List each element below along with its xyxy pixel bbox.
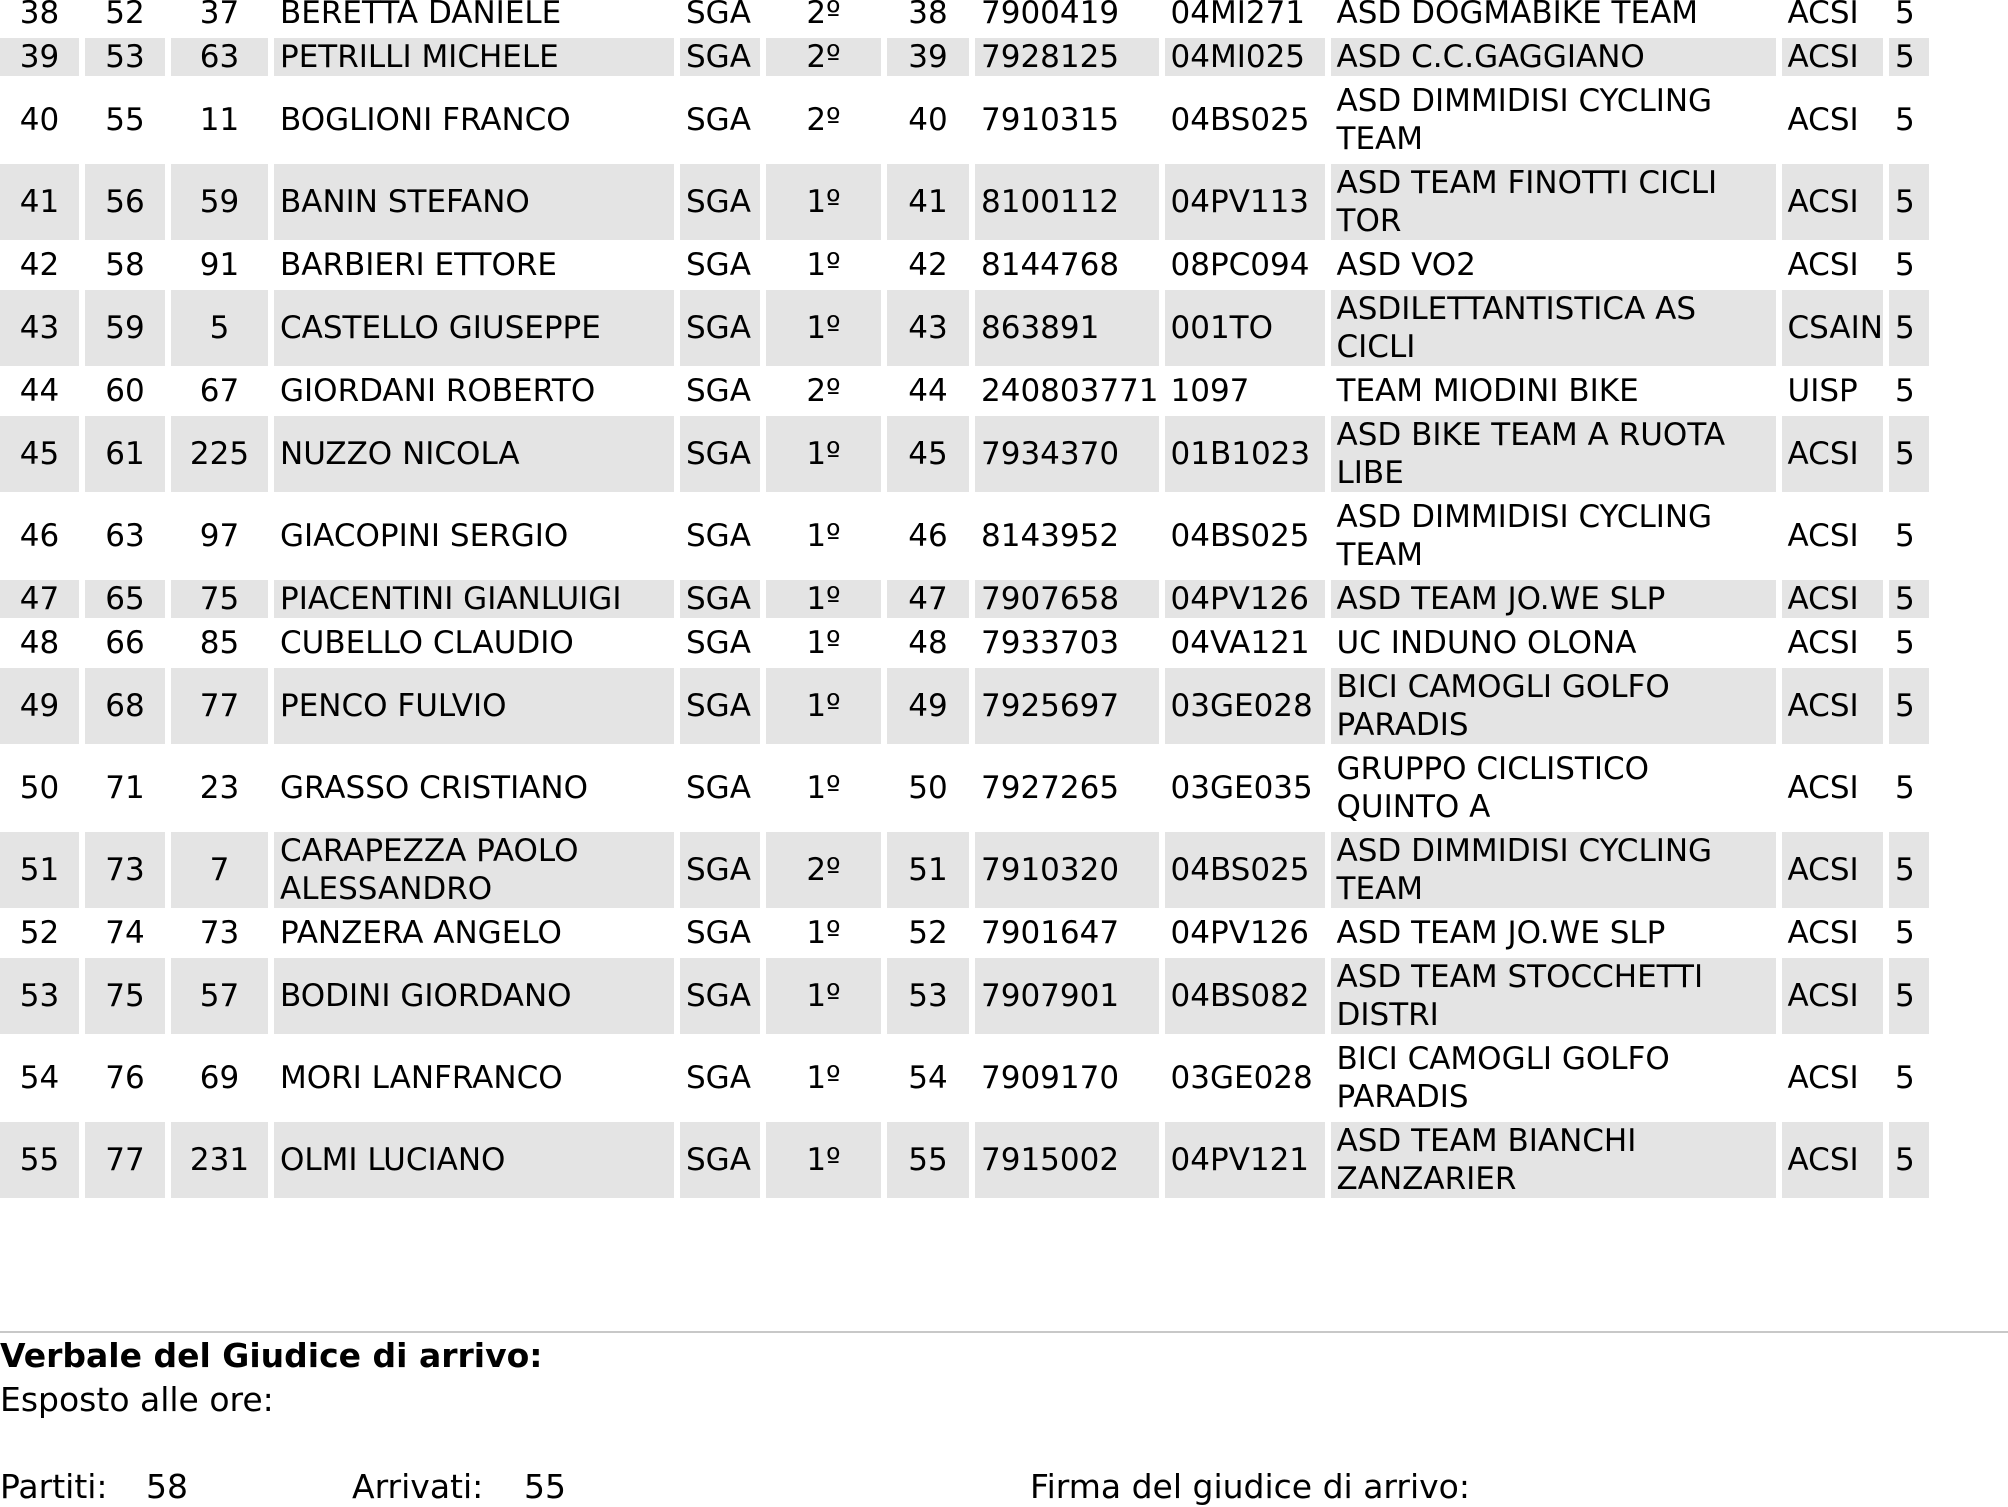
cell-card-number: 7928125: [975, 38, 1159, 76]
exposed-time-label: Esposto alle ore:: [0, 1380, 274, 1419]
cell-rider-name: PENCO FULVIO: [274, 668, 674, 744]
cell-number: 53: [85, 38, 165, 76]
cell-order: 2º: [806, 102, 841, 138]
cell-points: 5: [1889, 164, 1929, 240]
cell-order: 2º: [766, 832, 881, 908]
cell-society-code: 04BS025: [1170, 102, 1310, 138]
cell-category: SGA: [686, 625, 751, 661]
cell-bib: 63: [171, 38, 268, 76]
cell-society-code: 01B1023: [1165, 416, 1325, 492]
cell-points: 5: [1889, 580, 1929, 618]
cell-rider-name: MORI LANFRANCO: [280, 1060, 563, 1096]
cell-card-number: 7925697: [975, 668, 1159, 744]
cell-order: 2º: [806, 373, 841, 409]
cell-order: 2º: [766, 38, 881, 76]
cell-organization: ACSI: [1782, 1122, 1883, 1198]
cell-organization: ACSI: [1782, 38, 1883, 76]
table-row: [0, 958, 1929, 1034]
cell-category: SGA: [680, 1122, 760, 1198]
cell-rider-name: NUZZO NICOLA: [274, 416, 674, 492]
cell-organization: ACSI: [1787, 518, 1859, 554]
cell-team: GRUPPO CICLISTICO QUINTO A: [1336, 751, 1650, 825]
cell-rider-name: BERETTA DANIELE: [280, 0, 562, 31]
cell-position: 38: [19, 0, 60, 31]
table-row: [0, 914, 1929, 952]
cell-organization: ACSI: [1782, 580, 1883, 618]
cell-category-position: 49: [887, 668, 969, 744]
cell-points: 5: [1894, 247, 1915, 283]
cell-category-position: 50: [908, 770, 948, 806]
footer-divider: [0, 1331, 2008, 1333]
cell-points: 5: [1889, 1122, 1929, 1198]
cell-category: SGA: [686, 247, 751, 283]
cell-card-number: 8144768: [981, 247, 1120, 283]
cell-organization: ACSI: [1787, 247, 1859, 283]
cell-rider-name: BODINI GIORDANO: [274, 958, 674, 1034]
cell-number: 66: [105, 625, 145, 661]
cell-organization: UISP: [1787, 373, 1858, 409]
cell-rider-name: CUBELLO CLAUDIO: [280, 625, 574, 661]
cell-category: SGA: [680, 164, 760, 240]
table-row: [0, 290, 1929, 366]
cell-rider-name: BOGLIONI FRANCO: [280, 102, 571, 138]
cell-category: SGA: [686, 770, 751, 806]
cell-points: 5: [1894, 373, 1915, 409]
cell-team: ASD DIMMIDISI CYCLING TEAM: [1331, 832, 1776, 908]
cell-team: ASD TEAM STOCCHETTI DISTRI: [1331, 958, 1776, 1034]
cell-number: 76: [105, 1060, 145, 1096]
cell-points: 5: [1894, 625, 1915, 661]
cell-position: 44: [19, 373, 60, 409]
cell-society-code: 08PC094: [1170, 247, 1310, 283]
cell-society-code: 03GE028: [1165, 668, 1325, 744]
cell-rider-name: PIACENTINI GIANLUIGI: [274, 580, 674, 618]
cell-category-position: 41: [887, 164, 969, 240]
cell-points: 5: [1889, 416, 1929, 492]
cell-category-position: 43: [887, 290, 969, 366]
cell-number: 77: [85, 1122, 165, 1198]
cell-category: SGA: [686, 518, 751, 554]
cell-number: 56: [85, 164, 165, 240]
cell-organization: ACSI: [1782, 416, 1883, 492]
cell-category-position: 40: [908, 102, 948, 138]
cell-organization: ACSI: [1787, 1060, 1859, 1096]
cell-bib: 5: [171, 290, 268, 366]
cell-society-code: 03GE035: [1170, 770, 1313, 806]
started-value: 58: [146, 1467, 188, 1506]
cell-card-number: 7927265: [981, 770, 1120, 806]
cell-category-position: 52: [908, 915, 948, 951]
judge-signature-label: Firma del giudice di arrivo:: [1030, 1467, 1470, 1506]
cell-position: 50: [19, 770, 60, 806]
cell-organization: ACSI: [1787, 0, 1859, 31]
cell-number: 60: [105, 373, 145, 409]
cell-rider-name: CASTELLO GIUSEPPE: [274, 290, 674, 366]
cell-position: 54: [19, 1060, 60, 1096]
table-row: [0, 1040, 1929, 1116]
cell-bib: 59: [171, 164, 268, 240]
cell-points: 5: [1894, 1060, 1915, 1096]
cell-bib: 7: [171, 832, 268, 908]
cell-card-number: 7900419: [981, 0, 1120, 31]
cell-organization: ACSI: [1787, 915, 1859, 951]
cell-number: 73: [85, 832, 165, 908]
cell-number: 52: [105, 0, 145, 31]
cell-bib: 69: [199, 1060, 240, 1096]
cell-category: SGA: [686, 373, 751, 409]
cell-points: 5: [1894, 0, 1915, 31]
cell-category: SGA: [686, 1060, 751, 1096]
cell-position: 52: [19, 915, 60, 951]
cell-position: 53: [0, 958, 79, 1034]
cell-organization: ACSI: [1787, 102, 1859, 138]
cell-category-position: 51: [887, 832, 969, 908]
cell-order: 1º: [766, 416, 881, 492]
cell-society-code: 1097: [1170, 373, 1250, 409]
cell-team: ASD TEAM JO.WE SLP: [1331, 580, 1776, 618]
cell-bib: 11: [199, 102, 240, 138]
cell-number: 65: [85, 580, 165, 618]
cell-position: 40: [19, 102, 60, 138]
cell-card-number: 7901647: [981, 915, 1120, 951]
cell-category-position: 38: [908, 0, 948, 31]
cell-category-position: 44: [908, 373, 948, 409]
cell-category: SGA: [680, 38, 760, 76]
cell-card-number: 7915002: [975, 1122, 1159, 1198]
table-row: [0, 372, 1929, 410]
cell-organization: ACSI: [1787, 625, 1859, 661]
cell-society-code: 04PV126: [1170, 915, 1310, 951]
cell-points: 5: [1894, 915, 1915, 951]
cell-order: 1º: [766, 164, 881, 240]
cell-order: 1º: [766, 580, 881, 618]
cell-bib: 67: [199, 373, 240, 409]
cell-society-code: 04PV121: [1165, 1122, 1325, 1198]
footer-title: Verbale del Giudice di arrivo:: [0, 1336, 543, 1375]
cell-society-code: 04BS025: [1165, 832, 1325, 908]
cell-team: BICI CAMOGLI GOLFO PARADIS: [1331, 668, 1776, 744]
cell-points: 5: [1894, 518, 1915, 554]
cell-bib: 91: [199, 247, 240, 283]
cell-team: ASD DOGMABIKE TEAM: [1336, 0, 1699, 31]
cell-rider-name: GRASSO CRISTIANO: [280, 770, 589, 806]
cell-category-position: 45: [887, 416, 969, 492]
cell-card-number: 7933703: [981, 625, 1120, 661]
table-row: [0, 580, 1929, 618]
cell-points: 5: [1889, 958, 1929, 1034]
cell-number: 63: [105, 518, 145, 554]
cell-points: 5: [1889, 38, 1929, 76]
cell-organization: ACSI: [1782, 668, 1883, 744]
cell-card-number: 7909170: [981, 1060, 1120, 1096]
table-row: [0, 1122, 1929, 1198]
cell-points: 5: [1889, 668, 1929, 744]
cell-category-position: 48: [908, 625, 948, 661]
table-row: [0, 498, 1929, 574]
cell-position: 55: [0, 1122, 79, 1198]
cell-position: 51: [0, 832, 79, 908]
cell-order: 1º: [766, 290, 881, 366]
cell-order: 1º: [806, 518, 841, 554]
cell-order: 1º: [806, 625, 841, 661]
table-row: [0, 416, 1929, 492]
cell-card-number: 8100112: [975, 164, 1159, 240]
cell-organization: ACSI: [1782, 958, 1883, 1034]
cell-rider-name: CARAPEZZA PAOLO ALESSANDRO: [274, 832, 674, 908]
cell-number: 68: [85, 668, 165, 744]
cell-rider-name: PANZERA ANGELO: [280, 915, 562, 951]
cell-society-code: 04BS082: [1165, 958, 1325, 1034]
cell-order: 1º: [806, 1060, 841, 1096]
cell-bib: 225: [171, 416, 268, 492]
cell-bib: 57: [171, 958, 268, 1034]
cell-points: 5: [1894, 770, 1915, 806]
cell-position: 41: [0, 164, 79, 240]
cell-position: 42: [19, 247, 60, 283]
cell-number: 59: [85, 290, 165, 366]
cell-team: ASD DIMMIDISI CYCLING TEAM: [1336, 499, 1713, 573]
cell-organization: ACSI: [1787, 770, 1859, 806]
cell-team: ASD BIKE TEAM A RUOTA LIBE: [1331, 416, 1776, 492]
cell-position: 47: [0, 580, 79, 618]
cell-rider-name: GIORDANI ROBERTO: [280, 373, 596, 409]
cell-team: BICI CAMOGLI GOLFO PARADIS: [1336, 1041, 1670, 1115]
cell-rider-name: PETRILLI MICHELE: [274, 38, 674, 76]
cell-team: ASDILETTANTISTICA AS CICLI: [1331, 290, 1776, 366]
cell-bib: 77: [171, 668, 268, 744]
cell-society-code: 001TO: [1165, 290, 1325, 366]
cell-society-code: 03GE028: [1170, 1060, 1313, 1096]
cell-category-position: 53: [887, 958, 969, 1034]
cell-category-position: 47: [887, 580, 969, 618]
cell-number: 71: [105, 770, 145, 806]
cell-team: UC INDUNO OLONA: [1336, 625, 1637, 661]
table-row: [0, 668, 1929, 744]
cell-category: SGA: [680, 668, 760, 744]
cell-rider-name: GIACOPINI SERGIO: [280, 518, 569, 554]
cell-category: SGA: [680, 832, 760, 908]
cell-card-number: 7907901: [975, 958, 1159, 1034]
cell-bib: 85: [199, 625, 240, 661]
cell-order: 1º: [766, 958, 881, 1034]
cell-position: 46: [19, 518, 60, 554]
cell-number: 61: [85, 416, 165, 492]
cell-team: ASD TEAM BIANCHI ZANZARIER: [1331, 1122, 1776, 1198]
cell-number: 58: [105, 247, 145, 283]
cell-category: SGA: [680, 290, 760, 366]
cell-bib: 23: [199, 770, 240, 806]
cell-points: 5: [1889, 832, 1929, 908]
cell-number: 74: [105, 915, 145, 951]
cell-category-position: 39: [887, 38, 969, 76]
table-row: [0, 0, 1929, 32]
cell-card-number: 7934370: [975, 416, 1159, 492]
cell-number: 75: [85, 958, 165, 1034]
cell-position: 45: [0, 416, 79, 492]
cell-card-number: 7907658: [975, 580, 1159, 618]
cell-card-number: 240803771: [981, 373, 1159, 409]
cell-position: 48: [19, 625, 60, 661]
cell-card-number: 7910315: [981, 102, 1120, 138]
cell-team: ASD C.C.GAGGIANO: [1331, 38, 1776, 76]
cell-society-code: 04PV126: [1165, 580, 1325, 618]
cell-card-number: 7910320: [975, 832, 1159, 908]
cell-category: SGA: [686, 0, 751, 31]
cell-team: ASD TEAM JO.WE SLP: [1336, 915, 1666, 951]
cell-position: 49: [0, 668, 79, 744]
table-row: [0, 832, 1929, 908]
cell-society-code: 04MI271: [1170, 0, 1306, 31]
table-row: [0, 164, 1929, 240]
cell-category: SGA: [680, 580, 760, 618]
cell-team: ASD TEAM FINOTTI CICLI TOR: [1331, 164, 1776, 240]
table-row: [0, 38, 1929, 76]
cell-category: SGA: [686, 102, 751, 138]
cell-order: 1º: [806, 915, 841, 951]
cell-category: SGA: [680, 958, 760, 1034]
cell-bib: 37: [199, 0, 240, 31]
cell-bib: 73: [199, 915, 240, 951]
table-row: [0, 246, 1929, 284]
cell-category-position: 54: [908, 1060, 948, 1096]
cell-organization: CSAIN: [1782, 290, 1883, 366]
cell-team: TEAM MIODINI BIKE: [1336, 373, 1639, 409]
cell-rider-name: BANIN STEFANO: [274, 164, 674, 240]
cell-points: 5: [1889, 290, 1929, 366]
cell-society-code: 04BS025: [1170, 518, 1310, 554]
cell-points: 5: [1894, 102, 1915, 138]
cell-category: SGA: [680, 416, 760, 492]
arrived-value: 55: [524, 1467, 566, 1506]
cell-bib: 97: [199, 518, 240, 554]
cell-team: ASD VO2: [1336, 247, 1476, 283]
cell-order: 1º: [766, 668, 881, 744]
cell-organization: ACSI: [1782, 832, 1883, 908]
cell-position: 43: [0, 290, 79, 366]
cell-category: SGA: [686, 915, 751, 951]
started-label: Partiti:: [0, 1467, 108, 1506]
table-row: [0, 82, 1929, 158]
cell-category-position: 55: [887, 1122, 969, 1198]
cell-card-number: 863891: [975, 290, 1159, 366]
table-row: [0, 624, 1929, 662]
cell-rider-name: BARBIERI ETTORE: [280, 247, 557, 283]
cell-bib: 75: [171, 580, 268, 618]
cell-category-position: 46: [908, 518, 948, 554]
cell-rider-name: OLMI LUCIANO: [274, 1122, 674, 1198]
cell-position: 39: [0, 38, 79, 76]
cell-order: 2º: [806, 0, 841, 31]
arrived-label: Arrivati:: [352, 1467, 484, 1506]
cell-number: 55: [105, 102, 145, 138]
cell-order: 1º: [806, 770, 841, 806]
cell-society-code: 04PV113: [1165, 164, 1325, 240]
table-row: [0, 750, 1929, 826]
cell-organization: ACSI: [1782, 164, 1883, 240]
cell-bib: 231: [171, 1122, 268, 1198]
cell-society-code: 04VA121: [1170, 625, 1310, 661]
cell-order: 1º: [766, 1122, 881, 1198]
cell-society-code: 04MI025: [1165, 38, 1325, 76]
cell-team: ASD DIMMIDISI CYCLING TEAM: [1336, 83, 1713, 157]
cell-card-number: 8143952: [981, 518, 1120, 554]
cell-order: 1º: [806, 247, 841, 283]
cell-category-position: 42: [908, 247, 948, 283]
